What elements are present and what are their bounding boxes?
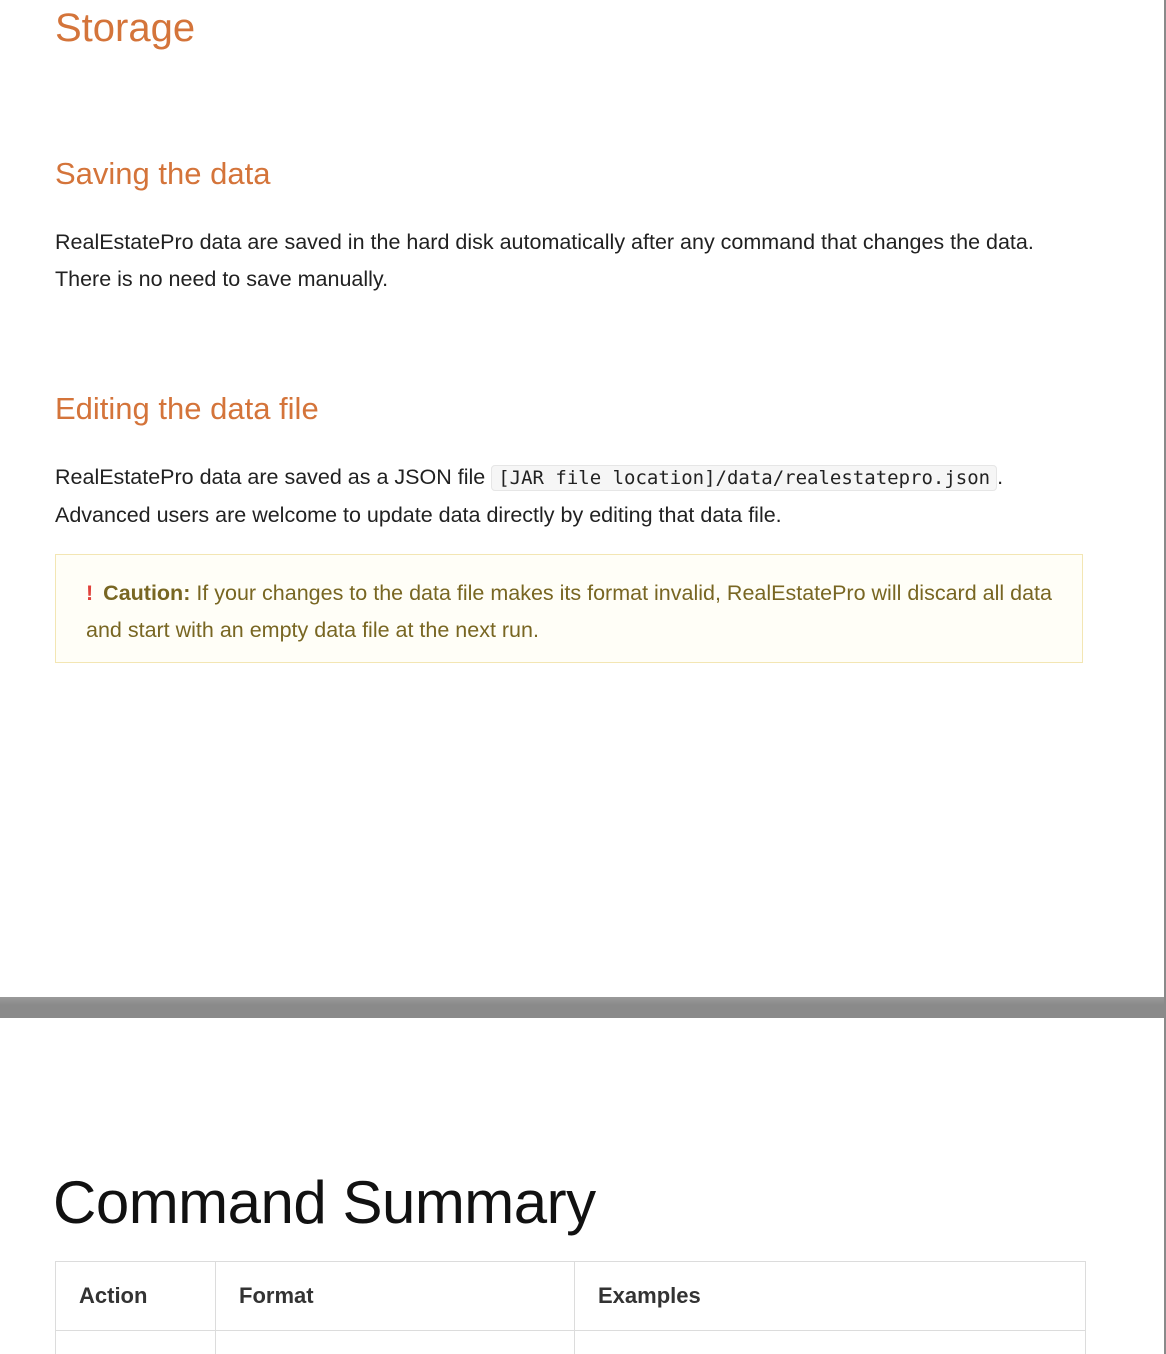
editing-data-paragraph bbox=[55, 459, 1095, 534]
editing-text-before: RealEstatePro data are saved as a JSON file bbox=[55, 465, 492, 489]
saving-data-paragraph: RealEstatePro data are saved in the hard disk automatically after any command that changes the data. There is no need to save manually. bbox=[55, 230, 1034, 291]
editing-data-heading: Editing the data file bbox=[55, 391, 319, 426]
column-header-action: Action bbox=[56, 1262, 216, 1331]
table-cell bbox=[56, 1331, 216, 1354]
column-header-examples: Examples bbox=[575, 1262, 1086, 1331]
table-cell bbox=[216, 1331, 575, 1354]
data-file-path: [JAR file location]/data/realestatepro.json bbox=[491, 465, 997, 491]
saving-data-heading: Saving the data bbox=[55, 156, 271, 191]
document-page-2 bbox=[0, 1018, 1164, 1354]
table-cell bbox=[575, 1331, 1086, 1354]
caution-callout bbox=[55, 554, 1083, 663]
table-row bbox=[56, 1331, 1086, 1354]
command-summary-heading: Command Summary bbox=[53, 1169, 596, 1236]
editing-text-after: . Advanced users are welcome to update data directly by editing that data file. bbox=[55, 465, 1004, 527]
caution-text: If your changes to the data file makes its format invalid, RealEstatePro will discard all data and start with an empty data file at the next run. bbox=[86, 581, 1052, 642]
exclamation-icon: ! bbox=[86, 581, 94, 605]
command-summary-table bbox=[55, 1261, 1086, 1354]
column-header-format: Format bbox=[216, 1262, 575, 1331]
page-separator bbox=[0, 997, 1164, 1005]
table-header-row bbox=[56, 1262, 1086, 1331]
caution-label: Caution: bbox=[103, 581, 191, 605]
storage-heading: Storage bbox=[55, 6, 196, 50]
